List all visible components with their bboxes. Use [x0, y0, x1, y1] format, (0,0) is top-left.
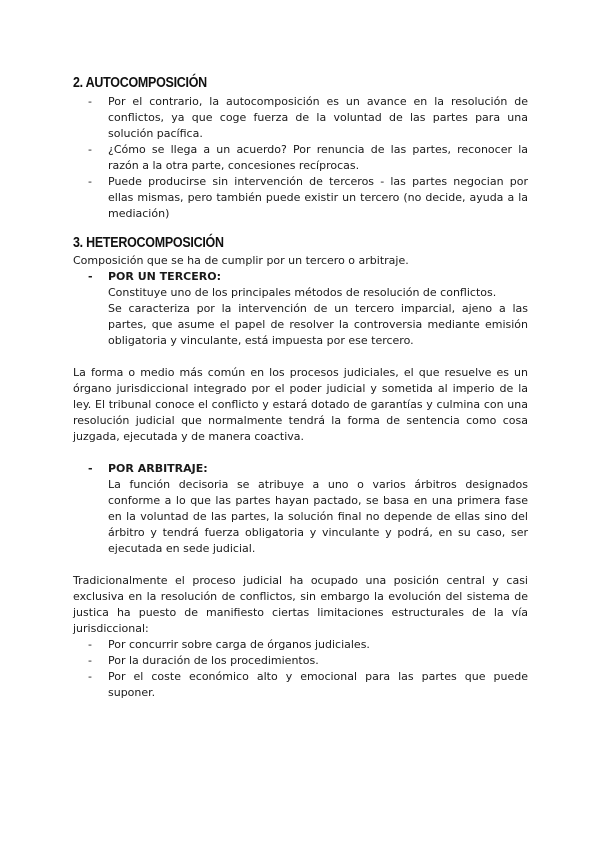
autocomposicion-list [73, 94, 528, 222]
tercero-title: - POR UN TERCERO: [73, 269, 528, 285]
section-heading-autocomposicion: 2. AUTOCOMPOSICIÓN [73, 75, 207, 91]
tercero-line-1: Constituye uno de los principales métodos de resolución de conflictos. [108, 286, 497, 299]
spacer [73, 445, 528, 461]
tercero-list [73, 269, 528, 285]
list-item: - Puede producirse sin intervención de terceros - las partes negocian por ellas mismas, pero también puede existir un tercero (no decide, ayuda a la mediación) [73, 174, 528, 222]
spacer [73, 349, 528, 365]
tercero-line-2: Se caracteriza por la intervención de un tercero imparcial, ajeno a las partes, que asume el papel de resolver la controversia mediante emisión obligatoria y vinculante, está impuesta por ese tercero. [108, 302, 528, 347]
arbitraje-text: La función decisoria se atribuye a uno o varios árbitros designados conforme a lo que las partes hayan pactado, se basa en una primera fase en la voluntad de las partes, la solución final no depende de ellas sino del árbitro y tendrá fuerza obligatoria y vinculante y podrá, en su caso, ser ejecutada en sede judicial. [108, 478, 528, 555]
list-item: - Por el contrario, la autocomposición es un avance en la resolución de conflictos, ya que coge fuerza de la voluntad de las partes para una solución pacífica. [73, 94, 528, 142]
list-item: - Por la duración de los procedimientos. [73, 653, 528, 669]
arbitraje-title: - POR ARBITRAJE: [73, 461, 528, 477]
heterocomposicion-intro: Composición que se ha de cumplir por un tercero o arbitraje. [73, 254, 409, 267]
list-item: - ¿Cómo se llega a un acuerdo? Por renuncia de las partes, reconocer la razón a la otra parte, concesiones recíprocas. [73, 142, 528, 174]
list-item: - Por concurrir sobre carga de órganos judiciales. [73, 637, 528, 653]
spacer [73, 557, 528, 573]
judicial-paragraph: La forma o medio más común en los procesos judiciales, el que resuelve es un órgano jurisdiccional integrado por el poder judicial y sometida al imperio de la ley. El tribunal conoce el conflicto y estará dotado de garantías y culmina con una resolución judicial que normalmente tendrá la forma de sentencia como cosa juzgada, ejecutada y de manera coactiva. [73, 366, 528, 443]
tradicional-paragraph: Tradicionalmente el proceso judicial ha ocupado una posición central y casi exclusiva en la resolución de conflictos, sin embargo la evolución del sistema de justica ha puesto de manifiesto ciertas limitaciones estructurales de la vía jurisdiccional: [73, 574, 528, 635]
limitaciones-list [73, 637, 528, 701]
list-item: - Por el coste económico alto y emocional para las partes que puede suponer. [73, 669, 528, 701]
section-heading-heterocomposicion: 3. HETEROCOMPOSICIÓN [73, 235, 224, 251]
document-page [73, 74, 528, 701]
arbitraje-list [73, 461, 528, 477]
